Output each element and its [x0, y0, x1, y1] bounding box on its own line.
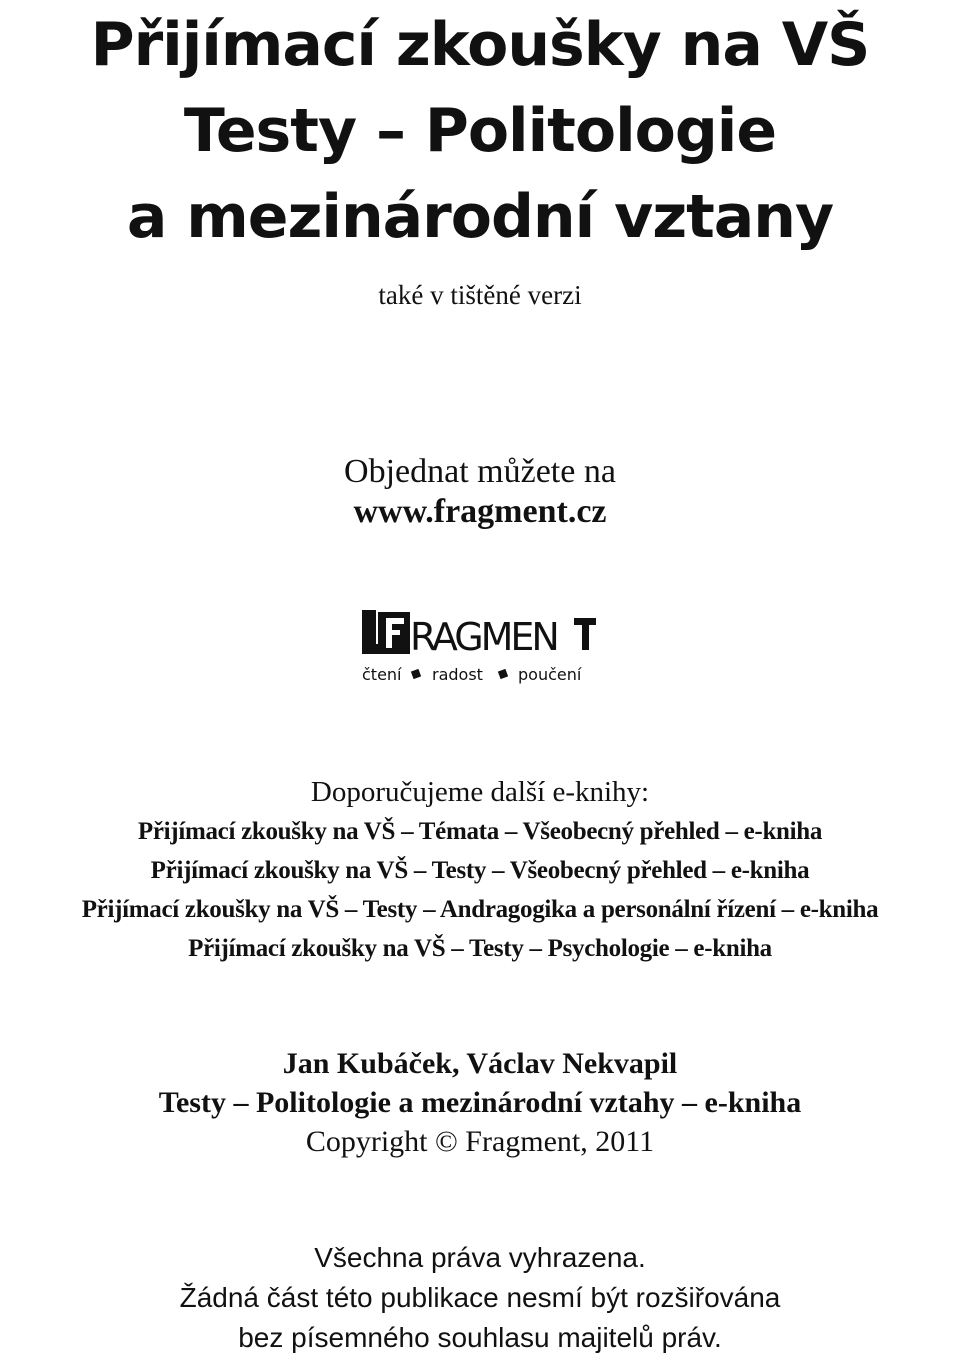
recommended-item: Přijímací zkoušky na VŠ – Testy – Psychologie – e-kniha	[188, 935, 772, 962]
title-line-3: a mezinárodní vztany	[126, 182, 834, 252]
rights-line-3: bez písemného souhlasu majitelů práv.	[238, 1322, 722, 1353]
copyright-notice: Copyright © Fragment, 2011	[305, 1125, 655, 1158]
logo-tagline-3: poučení	[518, 665, 582, 684]
book-name: Testy – Politologie a mezinárodní vztahy – e-kniha	[158, 1086, 802, 1119]
rights-line-1: Všechna práva vyhrazena.	[314, 1242, 646, 1273]
fragment-logo	[360, 606, 600, 692]
logo-tagline-1: čtení	[362, 665, 402, 684]
recommended-books	[0, 772, 960, 968]
order-url-link[interactable]: www.fragment.cz	[353, 493, 607, 530]
logo-wordmark: RAGMEN	[410, 615, 557, 659]
print-version-note: také v tištěné verzi	[378, 280, 582, 310]
order-text: Objednat můžete na	[344, 453, 616, 490]
order-info	[0, 452, 960, 532]
book-credits	[0, 1044, 960, 1162]
recommended-item: Přijímací zkoušky na VŠ – Testy – Andragogika a personální řízení – e-kniha	[81, 896, 879, 923]
authors: Jan Kubáček, Václav Nekvapil	[282, 1047, 678, 1080]
title-line-1: Přijímací zkoušky na VŠ	[90, 10, 870, 80]
logo-tagline-2: radost	[432, 665, 483, 684]
recommended-heading: Doporučujeme další e-knihy:	[310, 776, 650, 808]
rights-notice	[0, 1238, 960, 1358]
rights-line-2: Žádná část této publikace nesmí být rozšiřována	[179, 1282, 781, 1313]
recommended-item: Přijímací zkoušky na VŠ – Témata – Všeobecný přehled – e-kniha	[137, 818, 823, 845]
recommended-item: Přijímací zkoušky na VŠ – Testy – Všeobecný přehled – e-kniha	[150, 857, 810, 884]
title-line-2: Testy – Politologie	[183, 96, 777, 166]
fragment-logo-graphic	[360, 606, 600, 692]
book-title	[0, 0, 960, 260]
